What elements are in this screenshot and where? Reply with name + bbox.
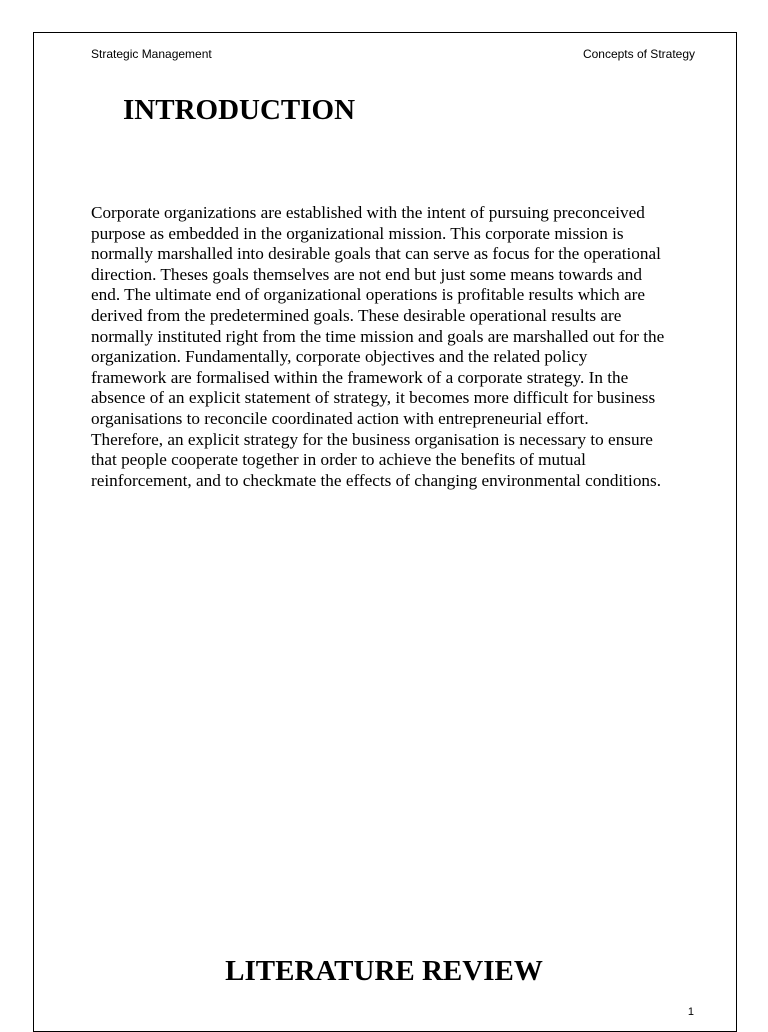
paragraph-line: Therefore, an explicit strategy for the business organisation is necessary to ensure — [91, 429, 653, 449]
paragraph-line: normally instituted right from the time mission and goals are marshalled out for the — [91, 326, 665, 346]
paragraph-line: direction. Theses goals themselves are not end but just some means towards and — [91, 264, 642, 284]
introduction-heading: INTRODUCTION — [123, 94, 356, 126]
page-number: 1 — [687, 1006, 694, 1018]
literature-review-heading: LITERATURE REVIEW — [225, 955, 543, 987]
paragraph-line: organisations to reconcile coordinated action with entrepreneurial effort. — [91, 408, 589, 428]
paragraph-line: normally marshalled into desirable goals that can serve as focus for the operational — [91, 244, 661, 264]
paragraph-line: derived from the predetermined goals. These desirable operational results are — [91, 305, 622, 325]
page-border — [33, 32, 737, 1032]
paragraph-line: purpose as embedded in the organizational mission. This corporate mission is — [91, 223, 624, 243]
paragraph-line: organization. Fundamentally, corporate objectives and the related policy — [91, 347, 588, 367]
introduction-paragraph — [91, 203, 703, 491]
running-header-left: Strategic Management — [91, 47, 212, 61]
paragraph-line: Corporate organizations are established with the intent of pursuing preconceived — [91, 203, 645, 222]
paragraph-line: that people cooperate together in order to achieve the benefits of mutual — [91, 450, 586, 470]
paragraph-line: reinforcement, and to checkmate the effects of changing environmental conditions. — [91, 470, 661, 490]
paragraph-line: end. The ultimate end of organizational operations is profitable results which are — [91, 285, 645, 305]
paragraph-line: absence of an explicit statement of strategy, it becomes more difficult for business — [91, 388, 656, 408]
paragraph-line: framework are formalised within the framework of a corporate strategy. In the — [91, 367, 629, 387]
running-header-right: Concepts of Strategy — [582, 47, 695, 61]
